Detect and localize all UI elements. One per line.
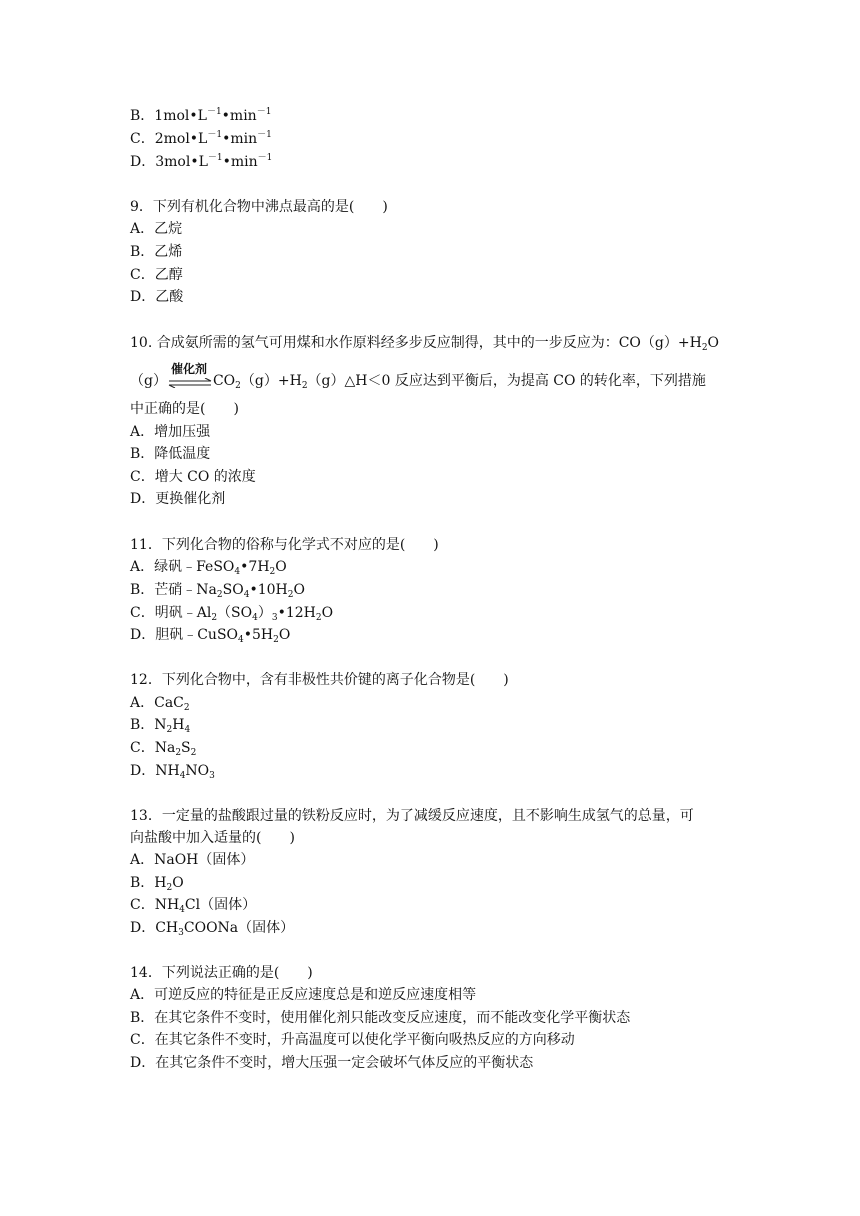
q14-option-a: A．可逆反应的特征是正反应速度总是和逆反应速度相等	[130, 987, 477, 1003]
q13-option-d: D．$CH_3COONa$（固体）	[130, 920, 295, 938]
q14-option-c: C．在其它条件不变时，升高温度可以使化学平衡向吸热反应的方向移动	[130, 1032, 575, 1048]
q10-stem-line1: 10. 合成氨所需的氢气可用煤和水作原料经多步反应制得，其中的一步反应为：$CO(g)+H_2O$	[130, 335, 720, 353]
q11-option-d: D．胆矾$﹣CuSO_4•5H_2O$	[130, 627, 291, 645]
q9-option-a: A．乙烷	[130, 221, 183, 237]
q14-option-b: B．在其它条件不变时，使用催化剂只能改变反应速度，而不能改变化学平衡状态	[130, 1010, 631, 1026]
q13-stem-line1: 13．一定量的盐酸跟过量的铁粉反应时，为了减缓反应速度，且不影响生成氢气的总量，可	[130, 808, 694, 824]
q8-option-c: C．$2mol•L^{-1}•\min^{-1}$	[130, 130, 272, 147]
q10-option-b: B．降低温度	[130, 446, 211, 462]
q10-option-d: D．更换催化剂	[130, 491, 226, 507]
q11-stem: 11．下列化合物的俗称与化学式不对应的是( )	[130, 537, 439, 553]
q12-stem: 12．下列化合物中，含有非极性共价键的离子化合物是( )	[130, 672, 509, 688]
q8-option-b: B．$1mol•L^{-1}•\min^{-1}$	[130, 107, 272, 124]
q9-option-c: C．乙醇	[130, 267, 183, 283]
q13-stem-line2: 向盐酸中加入适量的( )	[130, 830, 295, 846]
q13-option-b: B．$H_2O$	[130, 875, 184, 893]
q14-stem: 14．下列说法正确的是( )	[130, 965, 313, 981]
q13-option-c: C．$NH_4Cl$（固体）	[130, 897, 257, 915]
q13-option-a: A．NaOH（固体）	[130, 852, 255, 868]
equilibrium-arrow	[167, 362, 213, 390]
q9-stem: 9．下列有机化合物中沸点最高的是( )	[130, 199, 388, 215]
reversible-arrow-icon	[167, 378, 213, 388]
q10-stem-line3: 中正确的是( )	[130, 401, 239, 417]
q10-option-a: A．增加压强	[130, 424, 211, 440]
q12-option-c: C．$Na_2S_2$	[130, 740, 197, 758]
catalyst-label: 催化剂	[170, 362, 207, 376]
q12-option-b: B．$N_2H_4$	[130, 717, 191, 735]
q12-option-d: D．$NH_4NO_3$	[130, 763, 215, 781]
q10-stem-line2: （g） 催化剂 $CO_2(g)+H_2(g)\triangle H<0$ 反应达到平衡后，为提高 CO 的转化率，下列措施	[130, 362, 706, 391]
q10-option-c: C．增大 CO 的浓度	[130, 469, 256, 485]
q9-option-b: B．乙烯	[130, 244, 183, 260]
q9-option-d: D．乙酸	[130, 289, 184, 305]
q11-option-b: B．芒硝$﹣Na_2SO_4•10H_2O$	[130, 582, 305, 600]
q12-option-a: A．CaC$_2$	[130, 695, 190, 713]
q11-option-a: A．绿矾$﹣FeSO_4•7H_2O$	[130, 559, 287, 577]
q14-option-d: D．在其它条件不变时，增大压强一定会破坏气体反应的平衡状态	[130, 1055, 534, 1071]
q11-option-c: C．明矾$﹣Al_2(SO_4)_3•12H_2O$	[130, 605, 334, 623]
q8-option-d: D．$3mol•L^{-1}•\min^{-1}$	[130, 153, 273, 170]
